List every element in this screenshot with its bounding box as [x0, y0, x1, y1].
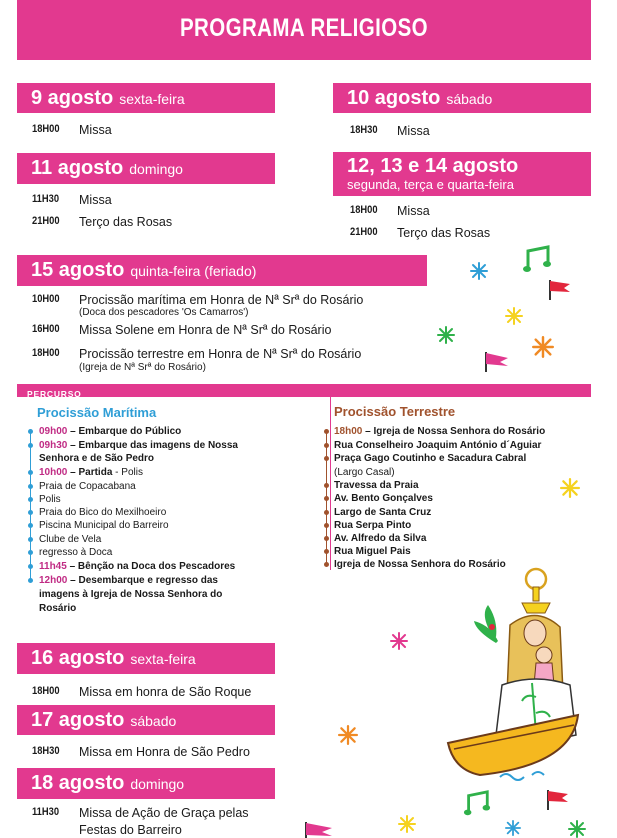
event-note: (Igreja de Nª Srª do Rosário) [79, 362, 206, 373]
route-step: Praça Gago Coutinho e Sacadura Cabral [334, 453, 527, 464]
day-header-9 [17, 83, 275, 113]
route-dot [324, 496, 329, 501]
event-text: Missa [79, 123, 112, 137]
percurso-bar [17, 384, 591, 397]
route-step: imagens à Igreja de Nossa Senhora do [39, 589, 223, 600]
route-step: Polis [39, 494, 61, 505]
event-time: 16H00 [32, 323, 60, 335]
star-icon [505, 820, 521, 836]
page-title: PROGRAMA RELIGIOSO [179, 14, 429, 42]
percurso-label: PERCURSO [27, 389, 82, 399]
day-date: 15 agosto [31, 259, 125, 281]
route-dot [28, 537, 33, 542]
percurso-divider [330, 397, 331, 570]
route-step: Av. Bento Gonçalves [334, 493, 433, 504]
day-weekday: sábado [130, 713, 177, 729]
day-date: 11 agosto [31, 157, 124, 179]
event-text: Missa em honra de São Roque [79, 685, 252, 699]
star-icon [390, 632, 408, 650]
event-time: 18H00 [32, 347, 60, 359]
day-header-16 [17, 643, 275, 674]
route-step: Rua Conselheiro Joaquim António d´Aguiar [334, 440, 542, 451]
our-lady-boat-illustration [440, 565, 585, 785]
event-text: Missa [397, 124, 430, 138]
route-dot [324, 443, 329, 448]
event-text: Missa [79, 193, 112, 207]
route-dot [324, 429, 329, 434]
day-date: 12, 13 e 14 agosto [347, 155, 519, 177]
route-step: 12h00 – Desembarque e regresso das [39, 575, 218, 586]
day-header-12-14 [333, 152, 591, 196]
event-time: 18H00 [32, 123, 60, 135]
route-step: Clube de Vela [39, 534, 102, 545]
star-icon [437, 326, 455, 344]
star-icon [338, 725, 358, 745]
title-banner [17, 0, 591, 60]
event-text: Missa [397, 204, 430, 218]
event-text: Procissão terrestre em Honra de Nª Srª do Rosário [79, 347, 362, 361]
event-time: 11H30 [32, 193, 60, 205]
day-date: 17 agosto [31, 709, 125, 731]
event-text: Procissão marítima em Honra de Nª Srª do Rosário [79, 293, 364, 307]
event-time: 18H00 [350, 204, 378, 216]
event-text: Terço das Rosas [79, 215, 173, 229]
day-weekday: sexta-feira [130, 651, 196, 667]
route-dot [28, 497, 33, 502]
maritima-title: Procissão Marítima [37, 405, 157, 420]
route-dot [324, 536, 329, 541]
route-dot [324, 523, 329, 528]
route-step: 18h00 – Igreja de Nossa Senhora do Rosário [334, 426, 546, 437]
route-step: Rosário [39, 603, 77, 614]
route-step: Piscina Municipal do Barreiro [39, 520, 169, 531]
route-dot [28, 510, 33, 515]
event-time: 11H30 [32, 806, 60, 818]
flag-icon [544, 788, 572, 812]
route-dot [28, 564, 33, 569]
star-icon [560, 478, 580, 498]
event-time: 18H30 [350, 124, 378, 136]
star-icon [505, 307, 523, 325]
day-weekday: domingo [129, 161, 183, 177]
music-note-icon [522, 245, 552, 275]
star-icon [568, 820, 586, 838]
event-time: 18H00 [32, 685, 60, 697]
day-weekday: quinta-feira (feriado) [130, 263, 257, 279]
route-dot [28, 484, 33, 489]
event-text: Terço das Rosas [397, 226, 491, 240]
route-step: Praia de Copacabana [39, 481, 136, 492]
flag-icon [546, 278, 574, 302]
terrestre-title: Procissão Terrestre [334, 404, 456, 419]
event-text-cont: Festas do Barreiro [79, 823, 182, 837]
day-date: 16 agosto [31, 647, 125, 669]
event-time: 10H00 [32, 293, 60, 305]
route-step: 10h00 – Partida - Polis [39, 467, 143, 478]
route-step: Rua Serpa Pinto [334, 520, 412, 531]
route-step: (Largo Casal) [334, 467, 395, 478]
event-text: Missa Solene em Honra de Nª Srª do Rosário [79, 323, 332, 337]
star-icon [532, 336, 554, 358]
day-weekday: domingo [130, 776, 185, 792]
route-step: Praia do Bico do Mexilhoeiro [39, 507, 167, 518]
day-weekday: sexta-feira [119, 91, 185, 107]
day-header-17 [17, 705, 275, 735]
route-step: 09h00 – Embarque do Público [39, 426, 182, 437]
route-step: 11h45 – Bênção na Doca dos Pescadores [39, 561, 236, 572]
route-step: Igreja de Nossa Senhora do Rosário [334, 559, 506, 570]
route-step: Senhora e de São Pedro [39, 453, 155, 464]
flag-icon [302, 820, 336, 838]
route-step: Rua Miguel Pais [334, 546, 411, 557]
route-dot [28, 470, 33, 475]
day-header-10 [333, 83, 591, 113]
route-step: Travessa da Praia [334, 480, 419, 491]
route-dot [324, 483, 329, 488]
route-dot [324, 562, 329, 567]
event-text: Missa em Honra de São Pedro [79, 745, 250, 759]
route-step: Av. Alfredo da Silva [334, 533, 427, 544]
flag-icon [482, 350, 512, 374]
route-dot [324, 456, 329, 461]
event-time: 21H00 [32, 215, 60, 227]
route-dot [28, 523, 33, 528]
route-dot [324, 510, 329, 515]
route-step: Largo de Santa Cruz [334, 507, 432, 518]
day-date: 9 agosto [31, 87, 114, 109]
event-time: 21H00 [350, 226, 378, 238]
day-header-11 [17, 153, 275, 184]
day-header-15 [17, 255, 427, 286]
route-dot [28, 443, 33, 448]
day-header-18 [17, 768, 275, 799]
maritima-route-line [30, 430, 31, 582]
route-step: 09h30 – Embarque das imagens de Nossa [39, 440, 238, 451]
day-date: 10 agosto [347, 87, 441, 109]
day-weekday: sábado [446, 91, 493, 107]
event-time: 18H30 [32, 745, 60, 757]
event-text: Missa de Ação de Graça pelas [79, 806, 249, 820]
route-dot [28, 429, 33, 434]
day-date: 18 agosto [31, 772, 125, 794]
route-step: regresso à Doca [39, 547, 113, 558]
route-dot [324, 549, 329, 554]
event-note: (Doca dos pescadores 'Os Camarros') [79, 307, 249, 318]
music-note-icon [462, 790, 492, 818]
star-icon [398, 815, 416, 833]
star-icon [470, 262, 488, 280]
route-dot [28, 578, 33, 583]
day-weekday: segunda, terça e quarta-feira [347, 177, 514, 192]
route-dot [28, 550, 33, 555]
